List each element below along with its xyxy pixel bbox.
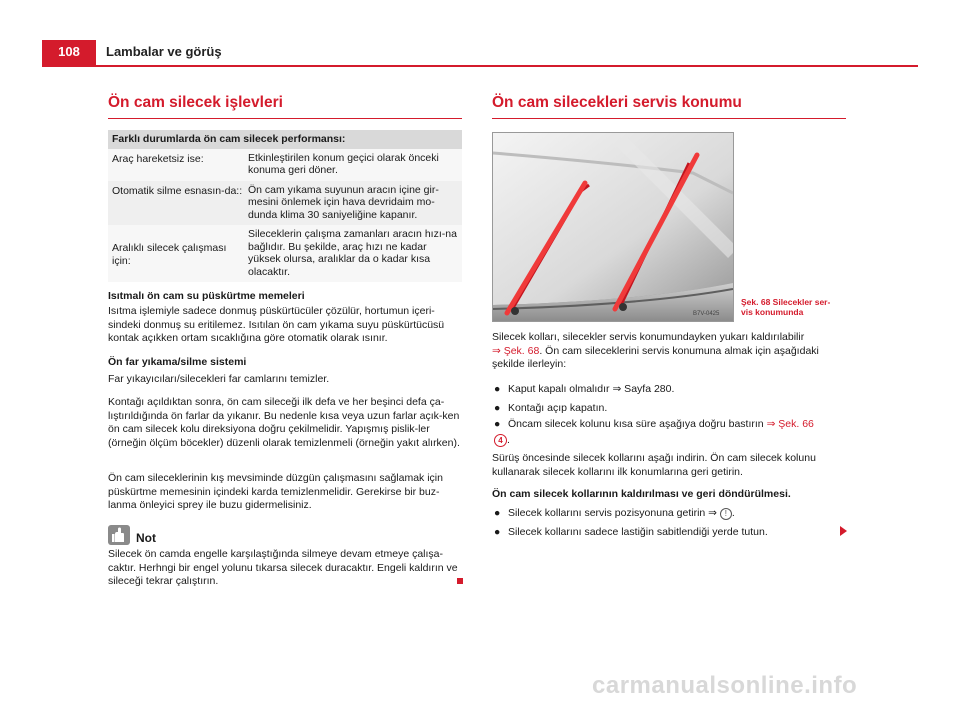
warning-circle-icon[interactable]: ! — [720, 508, 732, 520]
service-intro-text — [492, 331, 848, 372]
table-row — [108, 149, 462, 181]
list-item-text: Silecek kollarını servis pozisyonuna getirin ⇒ ! . — [508, 507, 735, 519]
header-rule — [42, 65, 918, 67]
table-row-text: Sileceklerin çalışma zamanları aracın hızı-na bağlıdır. Bu şekilde, araç hızı ne kadar yüksek olursa, aralıklar da o kadar kısa olacaktır. — [248, 228, 457, 278]
figure-caption — [741, 297, 830, 317]
bullet-4-text: Silecek kollarını servis pozisyonuna getirin ⇒ — [508, 507, 720, 519]
table-row-label: Araç hareketsiz ise: — [112, 152, 204, 165]
headlight-washer-text-1: Far yıkayıcıları/silecekleri far camlarını temizler. — [108, 373, 330, 385]
table-row-text: Ön cam yıkama suyunun aracın içine gir-mesini önlemek için hava devridaim mo-dunda klima 30 saniyeliğine kapanır. — [248, 183, 439, 221]
lift-return-heading: Ön cam silecek kollarının kaldırılması ve geri döndürülmesi. — [492, 488, 791, 500]
return-text: Sürüş öncesinde silecek kollarını aşağı indirin. Ön cam silecek kolunu kullanarak silecek kollarını ilk konumlarına geri getirin. — [492, 452, 816, 478]
figure-caption-line-2: vis konumunda — [741, 307, 804, 317]
bullet-dot: ● — [494, 383, 501, 395]
section-title-wiper-functions: Ön cam silecek işlevleri — [108, 94, 283, 111]
next-page-arrow-icon[interactable] — [840, 526, 847, 536]
heated-jets-heading: Isıtmalı ön cam su püskürtme memeleri — [108, 290, 305, 302]
bullet-dot: ● — [494, 507, 501, 519]
callout-number-4: 4 — [494, 434, 507, 447]
figure-caption-line-1: Şek. 68 Silecekler ser- — [741, 297, 831, 307]
table-heading: Farklı durumlarda ön cam silecek performansı: — [108, 130, 462, 149]
section-rule-left — [108, 118, 462, 119]
note-label: Not — [136, 531, 156, 545]
heated-jets-text: Isıtma işlemiyle sadece donmuş püskürtücüler çözülür, hortumun içeri-sindeki donmuş su eritilemez. Isıtılan ön cam yıkama suyu püskürtücüsü kontak açıkken ortam sıcaklığına göre otomatik olarak ısınır. — [108, 305, 445, 345]
bullet-dot: ● — [494, 402, 501, 414]
note-icon — [108, 525, 130, 545]
bullet-dot: ● — [494, 418, 501, 430]
bullet-3-tail: 4 . — [494, 434, 510, 447]
figure-68-link[interactable]: ⇒ Şek. 68 — [492, 344, 540, 357]
list-item-text: Kaput kapalı olmalıdır ⇒ Sayfa 280. — [508, 383, 675, 395]
bullet-dot: ● — [494, 526, 501, 538]
wiper-service-position-photo — [492, 132, 734, 322]
service-intro-text-b: . Ön cam sileceklerini servis konumuna almak için aşağıdaki şekilde ilerleyin: — [492, 344, 819, 371]
bullet-3-text: Öncam silecek kolunu kısa süre aşağıya doğru bastırın — [508, 418, 767, 430]
chapter-title: Lambalar ve görüş — [106, 44, 222, 59]
service-intro-text-a: Silecek kolları, silecekler servis konumundayken yukarı kaldırılabilir — [492, 331, 805, 343]
table-row — [108, 181, 462, 226]
list-item-text — [508, 418, 858, 432]
list-item-text: Kontağı açıp kapatın. — [508, 402, 608, 414]
headlight-washer-text-2: Kontağı açıldıktan sonra, ön cam sileceği ilk defa ve her beşinci defa ça-lıştırıldığında ön farlar da yıkanır. Bu nedenle kısa veya uzun farlar açık-ken ön cam silecek kolu direksiyona doğru çekilmelidir. Yapışmış pislik-ler (örneğin ölçüm böcekler) düzenli olarak temizlenmeli (örneğin yakıt alırken). — [108, 396, 460, 449]
list-item-text: Silecek kollarını sadece lastiğin sabitlendiği yerde tutun. — [508, 526, 768, 538]
section-end-marker — [457, 578, 463, 584]
headlight-washer-text-3: Ön cam sileceklerinin kış mevsiminde düzgün çalışmasını sağlamak için püskürtme memesinin içindeki karda temizlenmelidir. Gerekirse bir buz-lanma önleyici sprey ile buzu gidermelisiniz. — [108, 472, 443, 512]
table-row — [108, 225, 462, 282]
table-row-label: Otomatik silme esnasın-da:: — [112, 184, 243, 197]
table-row-text: Etkinleştirilen konum geçici olarak önceki konuma geri döner. — [248, 151, 439, 176]
figure-66-link[interactable]: ⇒ Şek. 66 — [766, 418, 814, 430]
section-rule-right — [492, 118, 846, 119]
page-number: 108 — [42, 40, 96, 66]
wiper-performance-table — [108, 130, 462, 282]
note-text: Silecek ön camda engelle karşılaştığında silmeye devam etmeye çalışa-caktır. Herhngi bir engel yolunu tıkarsa silecek duracaktır. Engeli kaldırın ve sileceği tekrar çalıştırın. — [108, 548, 458, 588]
figure-code: B7V-0425 — [693, 311, 720, 317]
table-row-label: Aralıklı silecek çalışması için: — [112, 242, 227, 267]
headlight-washer-heading: Ön far yıkama/silme sistemi — [108, 356, 247, 368]
section-title-service-position: Ön cam silecekleri servis konumu — [492, 94, 742, 111]
watermark: carmanualsonline.info — [592, 672, 858, 699]
